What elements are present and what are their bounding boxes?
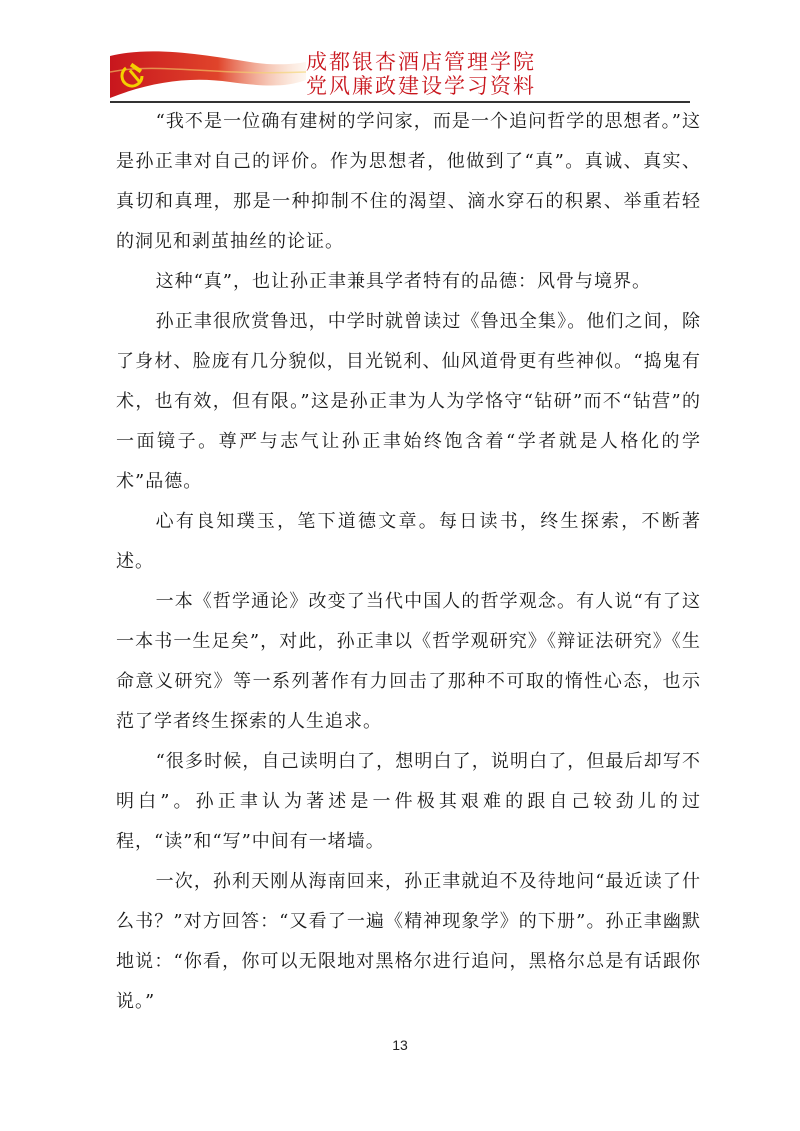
paragraph: 这种“真”，也让孙正聿兼具学者特有的品德：风骨与境界。 — [155, 271, 651, 292]
page-number: 13 — [392, 1037, 408, 1053]
paragraph: 孙正聿很欣赏鲁迅，中学时就曾读过《鲁迅全集》。他们之间，除了身材、脸庞有几分貌似，目光锐利、仙风道骨更有些神似。“捣鬼有术，也有效，但有限。”这是孙正聿为人为学恪守“钻研”而不“钻营”的一面镜子。尊严与志气让孙正聿始终饱含着“学者就是人格化的学术”品德。 — [116, 311, 701, 492]
paragraph: 一次，孙利天刚从海南回来，孙正聿就迫不及待地问“最近读了什么书？”对方回答：“又看了一遍《精神现象学》的下册”。孙正聿幽默地说：“你看，你可以无限地对黑格尔进行追问，黑格尔总是有话跟你说。” — [116, 871, 701, 1012]
paragraph: 一本《哲学通论》改变了当代中国人的哲学观念。有人说“有了这一本书一生足矣”，对此，孙正聿以《哲学观研究》《辩证法研究》《生命意义研究》等一系列著作有力回击了那种不可取的惰性心态，也示范了学者终生探索的人生追求。 — [116, 591, 701, 732]
header-title-line2: 党风廉政建设学习资料 — [306, 74, 536, 98]
header-title — [306, 50, 536, 98]
header-title-line1: 成都银杏酒店管理学院 — [306, 50, 536, 74]
paragraph: “很多时候，自己读明白了，想明白了，说明白了，但最后却写不明白”。孙正聿认为著述是一件极其艰难的跟自己较劲儿的过程，“读”和“写”中间有一堵墙。 — [116, 751, 701, 852]
paragraph: 心有良知璞玉，笔下道德文章。每日读书，终生探索，不断著述。 — [116, 511, 701, 572]
page-header — [110, 42, 690, 104]
paragraph: “我不是一位确有建树的学问家，而是一个追问哲学的思想者。”这是孙正聿对自己的评价。作为思想者，他做到了“真”。真诚、真实、真切和真理，那是一种抑制不住的渴望、滴水穿石的积累、举重若轻的洞见和剥茧抽丝的论证。 — [116, 111, 701, 252]
party-flag-logo — [110, 42, 306, 102]
article-body — [116, 102, 701, 1022]
